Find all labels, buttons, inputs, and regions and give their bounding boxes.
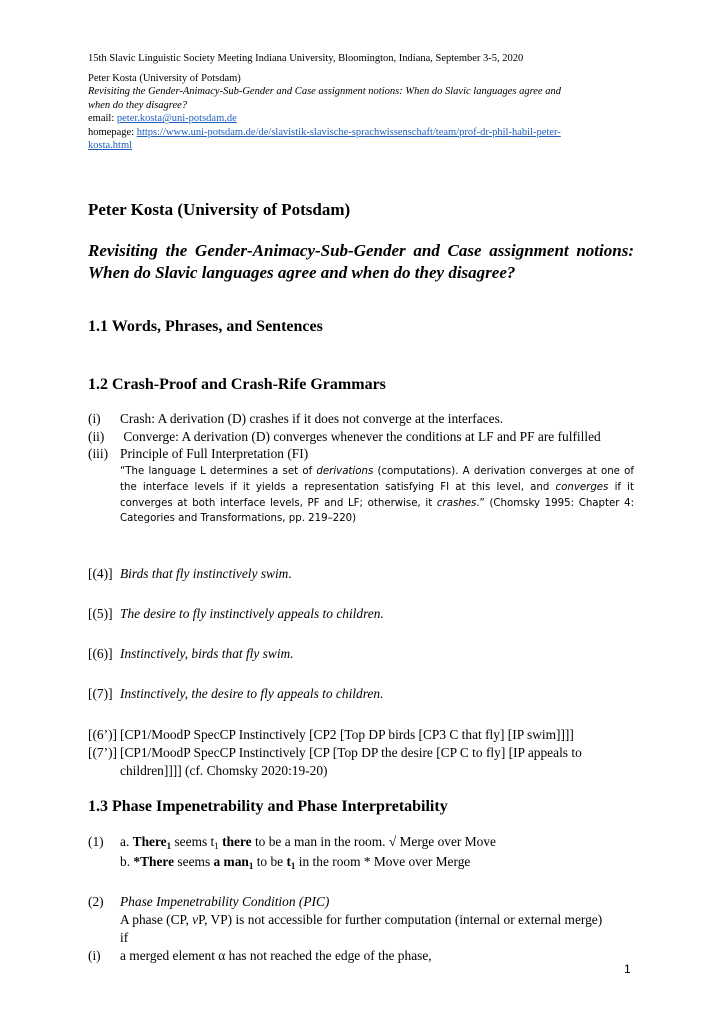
example-2 (88, 894, 329, 910)
meta-block (88, 72, 648, 152)
example-7 (88, 686, 383, 702)
example-label: b. (120, 854, 131, 869)
ex1b-text: to be (253, 854, 287, 869)
bracketing-text: [CP1/MoodP SpecCP Instinctively [CP [Top DP the desire [CP C to fly] [IP appeals to (120, 745, 582, 760)
pic-line2: if (120, 930, 129, 945)
example-num: (1) (88, 834, 104, 849)
ex1a-there: There (132, 834, 167, 849)
email-line (88, 112, 648, 125)
ex1a-there2: there (218, 834, 252, 849)
quote-text: “The language L determines a set of (120, 466, 317, 477)
title-heading: Revisiting the Gender-Animacy-Sub-Gender and Case assignment notions: When do Slavic languages agree and when do they disagree? (88, 241, 634, 282)
author-heading: Peter Kosta (University of Potsdam) (88, 200, 351, 219)
list-text: Principle of Full Interpretation (FI) (120, 446, 309, 461)
ex1a-text: to be a man in the room. √ Merge over Move (251, 834, 496, 849)
ex1a-text: seems t (171, 834, 215, 849)
example-num: [(6)] (88, 646, 113, 661)
bracketing-7-cont: children]]]] (cf. Chomsky 2020:19-20) (120, 763, 328, 778)
bracketing-text: [CP1/MoodP SpecCP Instinctively [CP2 [Top DP birds [CP3 C that fly] [IP swim]]]] (120, 727, 574, 742)
quote-text: .” (Chomsky 1995: Chapter 4: Categories and Transformations, pp. 219–220) (120, 497, 635, 525)
pic-title: Phase Impenetrability Condition (PIC) (120, 894, 330, 909)
section-heading-1-2: 1.2 Crash-Proof and Crash-Rife Grammars (88, 376, 386, 393)
ex1b-there: *There (133, 854, 175, 869)
ex1b-text: in the room * Move over Merge (295, 854, 471, 869)
homepage-link-cont[interactable]: kosta.html (88, 140, 133, 152)
example-end: . (288, 566, 292, 581)
list-num: (i) (88, 411, 101, 426)
pic-text: P, VP) is not accessible for further computation (internal or external merge) (198, 912, 603, 927)
subscript: 1 (166, 841, 172, 851)
list-text: Crash: A derivation (D) crashes if it does not converge at the interfaces. (120, 411, 504, 426)
homepage-line (88, 126, 648, 139)
bracketing-7 (88, 745, 582, 761)
example-num: (2) (88, 894, 104, 909)
author-affiliation: Peter Kosta (University of Potsdam) (88, 73, 241, 84)
pic-text: A phase (CP, (120, 912, 193, 927)
email-link[interactable]: peter.kosta@uni-potsdam.de (116, 113, 237, 125)
example-num: [(7’)] (88, 745, 117, 760)
quote-emphasis: crashes (436, 497, 477, 509)
meta-title-line1: Revisiting the Gender-Animacy-Sub-Gender and Case assignment notions: When do Slavic languages agree and (88, 86, 561, 98)
homepage-link[interactable]: https://www.uni-potsdam.de/de/slavistik-slavische-sprachwissenschaft/team/prof-dr-phil-habil-peter- (136, 126, 561, 138)
list-text: Converge: A derivation (D) converges whenever the conditions at LF and PF are fulfilled (120, 429, 601, 444)
quote-emphasis: converges (555, 481, 609, 493)
example-sentence: The desire to fly instinctively appeals to children. (120, 606, 384, 621)
example-num: [(6’)] (88, 727, 117, 742)
pic-item-text: a merged element α has not reached the edge of the phase, (120, 948, 432, 963)
section-heading-1-3: 1.3 Phase Impenetrability and Phase Interpretability (88, 798, 448, 815)
quote-text: (computations). A derivation converges at one of the interface levels if it yields a representation satisfying FI at this level, and (120, 466, 634, 493)
quote-text: if it converges at both interface levels, PF and LF; otherwise, it (120, 481, 635, 509)
homepage-label: homepage: (88, 126, 135, 138)
example-num: [(7)] (88, 686, 113, 701)
ex1b-trace: t (286, 854, 291, 869)
example-5 (88, 606, 384, 622)
bracketing-6 (88, 727, 574, 743)
example-label: a. (120, 834, 130, 849)
conference-header: 15th Slavic Linguistic Society Meeting Indiana University, Bloomington, Indiana, September 3-5, 2020 (88, 53, 524, 64)
example-1a (88, 834, 496, 851)
email-label: email: (88, 113, 115, 125)
pic-line1 (120, 912, 602, 928)
section-heading-1-1: 1.1 Words, Phrases, and Sentences (88, 318, 323, 335)
quote-emphasis: derivations (316, 466, 374, 477)
meta-title-line2: when do they disagree? (88, 99, 188, 111)
subscript: 1 (290, 861, 296, 871)
example-num: [(5)] (88, 606, 113, 621)
ex1b-a-man: a man (213, 854, 249, 869)
subscript: 1 (248, 861, 254, 871)
example-sentence: Instinctively, the desire to fly appeals to children. (120, 686, 384, 701)
ex1b-text: seems (174, 854, 214, 869)
example-num: (i) (88, 948, 101, 963)
example-4 (88, 566, 292, 582)
page-number: 1 (624, 962, 631, 976)
homepage-line2 (88, 139, 648, 152)
example-1b (120, 854, 470, 871)
pic-item-i (88, 948, 432, 964)
example-6 (88, 646, 294, 662)
subscript: 1 (214, 841, 219, 851)
chomsky-quote (120, 464, 634, 527)
list-num: (iii) (88, 446, 109, 461)
pic-v: v (192, 912, 199, 927)
list-num: (ii) (88, 429, 105, 444)
example-sentence: Birds that fly instinctively swim (120, 566, 289, 581)
example-sentence: Instinctively, birds that fly swim. (120, 646, 294, 661)
example-num: [(4)] (88, 566, 113, 581)
